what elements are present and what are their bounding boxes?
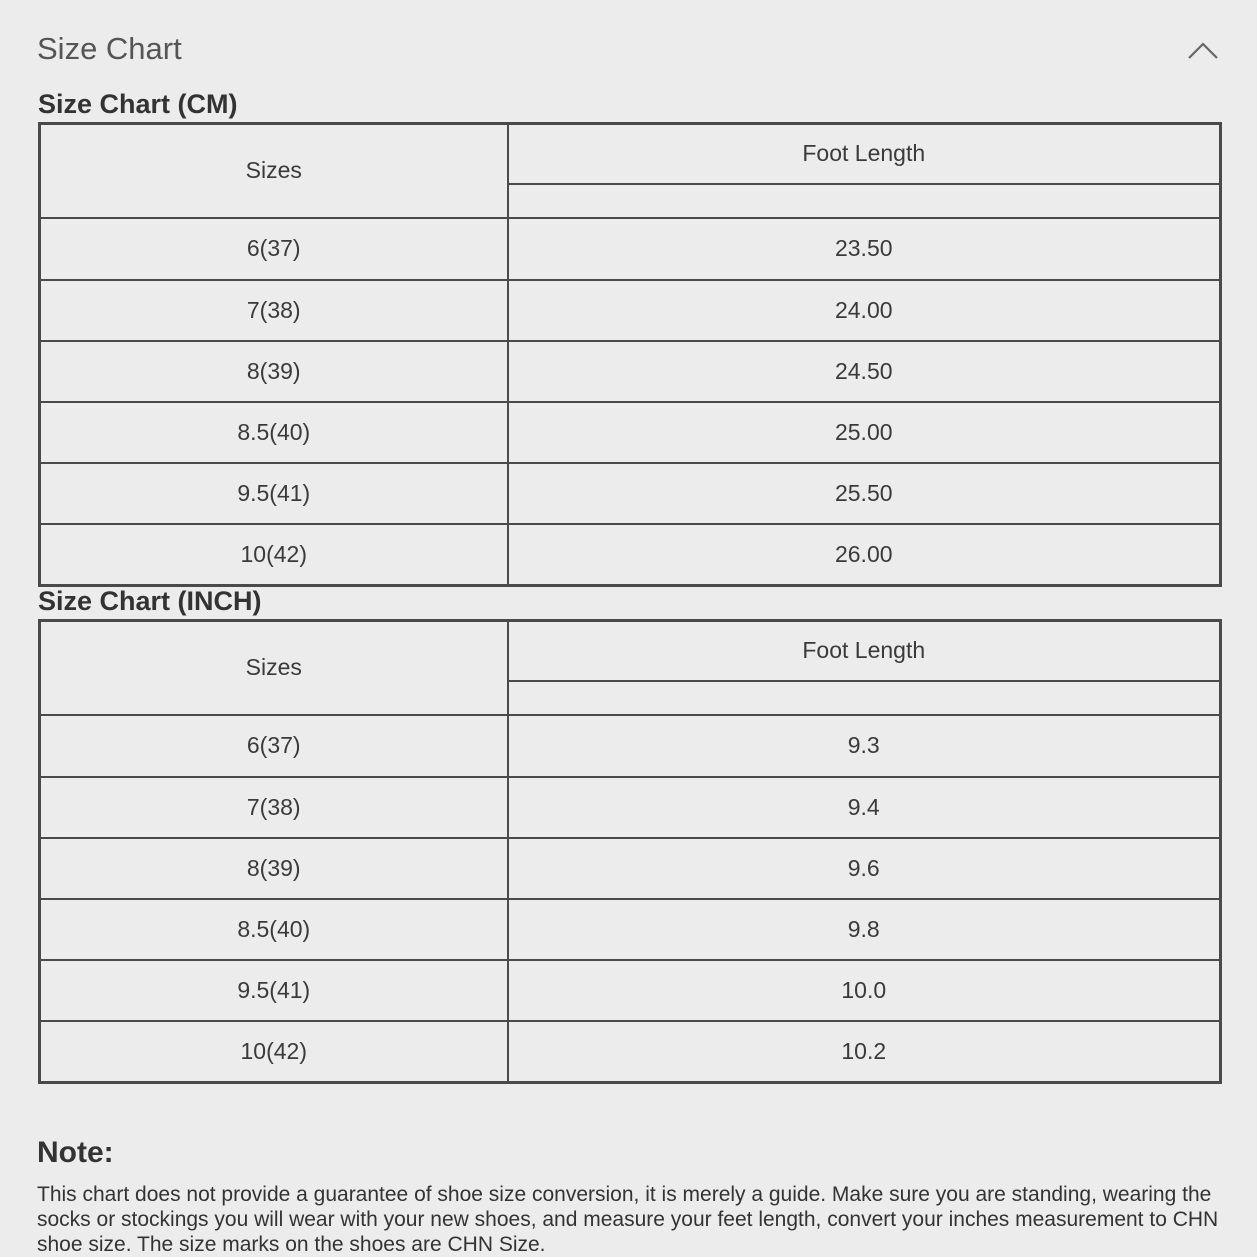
length-cell: 26.00 [508, 524, 1221, 586]
empty-header-cell [508, 681, 1221, 715]
length-cell: 9.6 [508, 838, 1221, 899]
foot-length-header: Foot Length [508, 621, 1221, 681]
size-cell: 10(42) [40, 524, 508, 586]
size-cell: 8(39) [40, 838, 508, 899]
length-cell: 25.00 [508, 402, 1221, 463]
sizes-header: Sizes [40, 621, 508, 715]
panel-title: Size Chart [37, 31, 182, 66]
table-row [40, 715, 1221, 777]
cm-chart-title: Size Chart (CM) [38, 89, 238, 119]
length-cell: 24.00 [508, 280, 1221, 341]
size-cell: 9.5(41) [40, 960, 508, 1021]
table-row [40, 341, 1221, 402]
length-cell: 23.50 [508, 218, 1221, 280]
note-text: This chart does not provide a guarantee of shoe size conversion, it is merely a guide. Make sure you are standing, wearing the socks or stockings you will wear with your new shoes, and measure your feet length, convert your inches measurement to CHN shoe size. The size marks on the shoes are CHN Size. [37, 1183, 1219, 1256]
table-row [40, 218, 1221, 280]
size-cell: 7(38) [40, 280, 508, 341]
table-row [40, 899, 1221, 960]
length-cell: 10.2 [508, 1021, 1221, 1083]
length-cell: 25.50 [508, 463, 1221, 524]
length-cell: 24.50 [508, 341, 1221, 402]
length-cell: 9.3 [508, 715, 1221, 777]
table-row [40, 402, 1221, 463]
size-cell: 10(42) [40, 1021, 508, 1083]
sizes-header: Sizes [40, 124, 508, 218]
size-cell: 9.5(41) [40, 463, 508, 524]
inch-size-table [38, 619, 1222, 1084]
empty-header-cell [508, 184, 1221, 218]
size-cell: 8.5(40) [40, 402, 508, 463]
table-row [40, 1021, 1221, 1083]
inch-chart-title: Size Chart (INCH) [38, 586, 262, 616]
length-cell: 9.4 [508, 777, 1221, 838]
foot-length-header: Foot Length [508, 124, 1221, 184]
size-cell: 6(37) [40, 218, 508, 280]
table-row [40, 838, 1221, 899]
size-cell: 7(38) [40, 777, 508, 838]
table-row [40, 463, 1221, 524]
size-cell: 6(37) [40, 715, 508, 777]
chevron-up-icon[interactable] [1183, 34, 1223, 66]
table-row [40, 960, 1221, 1021]
size-cell: 8(39) [40, 341, 508, 402]
table-row [40, 524, 1221, 586]
table-row [40, 280, 1221, 341]
note-title: Note: [37, 1136, 114, 1169]
size-chart-panel-header[interactable] [0, 0, 1257, 92]
table-row [40, 777, 1221, 838]
cm-size-table [38, 122, 1222, 587]
length-cell: 10.0 [508, 960, 1221, 1021]
length-cell: 9.8 [508, 899, 1221, 960]
size-cell: 8.5(40) [40, 899, 508, 960]
